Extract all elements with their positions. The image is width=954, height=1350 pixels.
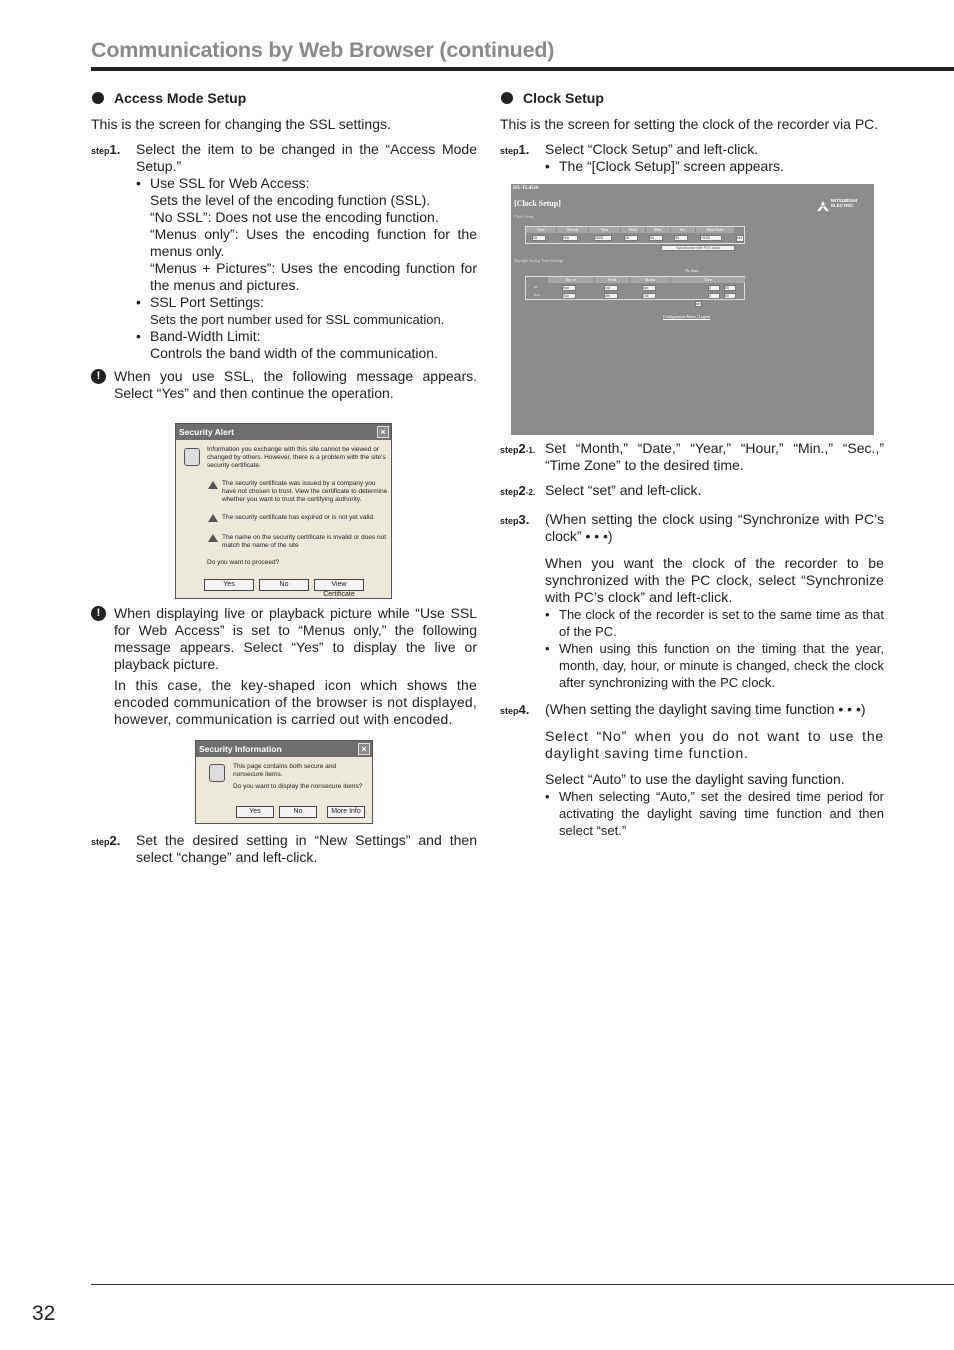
caution-icon: ! [91, 369, 106, 384]
step-1 [91, 141, 477, 362]
dst-options[interactable]: No Auto [685, 268, 699, 273]
step-2: step2. Set the desired setting in “New Settings” and then select “change” and left-click. [91, 832, 477, 865]
step-label: step2. [91, 833, 121, 848]
access-mode-heading [91, 88, 477, 108]
clock-setup-intro: This is the screen for setting the clock of the recorder via PC. [500, 116, 879, 132]
access-mode-intro: This is the screen for changing the SSL settings. [91, 116, 391, 132]
dst-grid: Day of Week Month Time St. End Sun 1st Apr 2 00 Sun 4th Oct 3 00 [525, 276, 745, 300]
month-select[interactable]: Feb [562, 235, 578, 241]
no-button[interactable]: No [279, 806, 317, 818]
screen-title: [Clock Setup] [514, 199, 561, 208]
list-item: • When using this function on the timing that the year, month, day, hour, or minute is changed, check the clock after synchronizing with the PC clock. [545, 641, 884, 690]
step-label: step2-1. [500, 441, 536, 456]
caution-icon: ! [91, 606, 106, 621]
dst-end-min[interactable]: 00 [724, 293, 736, 299]
page-title: Communications by Web Browser (continued) [91, 38, 555, 62]
synchronize-button[interactable]: Synchronize with PC's clock [661, 245, 735, 251]
step-label: step4. [500, 702, 530, 717]
clock-setup-screenshot: DX-TL4516 MITSUBISHI ELECTRIC [Clock Setup] Clock Setup Date Month Year Hour Min. Sec. Time Zone 15 Feb 2008 16 44 35 +9:00 set Synchronize with PC's clock Daylight Saving Time Settings No Auto Day of Week Month Time St. End Sun 1st Apr 2 00 Sun 4th Oct 3 00 set Configuration Menu | Logout [511, 184, 874, 435]
date-select[interactable]: 15 [532, 235, 546, 241]
step-label: step1. [91, 142, 121, 157]
step-label: step3. [500, 512, 530, 527]
dst-end-month[interactable]: Oct [642, 293, 656, 299]
footer-rule [91, 1284, 954, 1285]
dst-set-button[interactable]: set [696, 302, 701, 306]
warning-icon [208, 481, 218, 489]
security-information-dialog: Security Information × This page contains both secure and nonsecure items. Do you want to display the nonsecure items? Yes No More Info [195, 740, 373, 824]
min-select[interactable]: 44 [649, 235, 663, 241]
list-item: • Use SSL for Web Access: Sets the level of the encoding function (SSL). “No SSL”: Does not use the encoding function. “Menus only”: Uses the encoding function for the menus only. “Menus + Pictures”: Uses the encoding function for the menus and pictures. [136, 175, 477, 293]
note-detail: In this case, the key-shaped icon which shows the encoded communication of the browser is not displayed, however, communication is carried out with encoded. [114, 677, 477, 727]
section-bullet-icon [501, 92, 513, 104]
access-mode-section [91, 88, 477, 402]
clock-setup-heading [500, 88, 884, 108]
dst-end-week[interactable]: 4th [604, 293, 618, 299]
clock-steps [500, 440, 884, 839]
dst-start-hour[interactable]: 2 [708, 285, 720, 291]
set-button[interactable]: set [736, 235, 744, 242]
sec-select[interactable]: 35 [674, 235, 688, 241]
warning-icon [208, 534, 218, 542]
step-3: step3. (When setting the clock using “Synchronize with PC’s clock” • • •) When you want the clock of the recorder to be synchronized with the PC clock, select “Synchronize with PC’s clock” and left-click. • The clock of the recorder is set to the same time as that of the PC. • When using this function on the timing that the year, month, day, hour, or minute is changed, check the clock after synchronizing with the PC clock. [500, 511, 884, 690]
warning-icon [208, 514, 218, 522]
mitsubishi-logo [817, 198, 829, 208]
step-label: step1. [500, 142, 530, 157]
view-certificate-button[interactable]: View Certificate [314, 579, 364, 591]
yes-button[interactable]: Yes [204, 579, 254, 591]
note-ssl: ! When you use SSL, the following message appears. Select “Yes” and then continue the operation. [91, 368, 477, 402]
heading-text: Access Mode Setup [114, 90, 247, 106]
list-item: • The clock of the recorder is set to the same time as that of the PC. [545, 607, 884, 639]
security-alert-dialog: Security Alert × Information you exchange with this site cannot be viewed or changed by others. However, there is a problem with the site's security certificate. The security certificate was issued by a company you have not chosen to trust. View the certificate to determine whether you want to trust the certifying authority. The security certificate has expired or is not yet valid. The name on the security certificate is invalid or does not match the name of the site Do you want to proceed? Yes No View Certificate [175, 423, 392, 599]
hour-select[interactable]: 16 [624, 235, 638, 241]
timezone-select[interactable]: +9:00 [700, 235, 722, 241]
left-lower [91, 605, 477, 728]
list-item: • The “[Clock Setup]” screen appears. [545, 158, 784, 174]
dst-start-min[interactable]: 00 [724, 285, 736, 291]
step-1: step1. Select “Clock Setup” and left-click. • The “[Clock Setup]” screen appears. [500, 141, 884, 175]
list-item: • Band-Width Limit: Controls the band width of the communication. [136, 328, 438, 361]
note-menus-only: ! When displaying live or playback picture while “Use SSL for Web Access” is set to “Menus only,” the following message appears. Select “Yes” to display the live or playback picture. [91, 605, 477, 673]
year-select[interactable]: 2008 [594, 235, 612, 241]
lock-icon [209, 764, 225, 782]
more-info-button[interactable]: More Info [327, 806, 365, 818]
dst-start-day[interactable]: Sun [562, 285, 576, 291]
yes-button[interactable]: Yes [236, 806, 274, 818]
configuration-menu-link[interactable]: Configuration Menu | Logout [663, 314, 711, 319]
page-number: 32 [32, 1302, 56, 1325]
dialog-titlebar: Security Alert × [176, 424, 391, 440]
list-item: • When selecting “Auto,” set the desired time period for activating the daylight saving time function and then select “set.” [545, 789, 884, 838]
step-text: Select the item to be changed in the “Access Mode Setup.” [136, 141, 477, 174]
step-label: step2-2. [500, 483, 536, 498]
step-2-1: step2-1. Set “Month,” “Date,” “Year,” “Hour,” “Min.,” “Sec.,” “Time Zone” to the desired time. [500, 440, 884, 473]
title-rule [91, 67, 954, 71]
step-4: step4. (When setting the daylight saving time function • • •) Select “No” when you do not want to use the daylight saving time function. Select “Auto” to use the daylight saving function. • When selecting “Auto,” set the desired time period for activating the daylight saving time function and then select “set.” [500, 701, 884, 838]
list-item: • SSL Port Settings: Sets the port number used for SSL communication. [136, 294, 445, 327]
dialog-titlebar: Security Information × [196, 741, 372, 757]
dst-end-day[interactable]: Sun [562, 293, 576, 299]
no-button[interactable]: No [259, 579, 309, 591]
clock-setup-section [500, 88, 884, 175]
close-icon[interactable]: × [358, 743, 370, 755]
dst-end-hour[interactable]: 3 [708, 293, 720, 299]
left-step-2-wrap [91, 832, 477, 866]
clock-grid: Date Month Year Hour Min. Sec. Time Zone 15 Feb 2008 16 44 35 +9:00 set [525, 226, 745, 244]
close-icon[interactable]: × [377, 426, 389, 438]
dst-start-week[interactable]: 1st [604, 285, 618, 291]
step-2-2: step2-2. Select “set” and left-click. [500, 482, 884, 501]
section-bullet-icon [92, 92, 104, 104]
heading-text: Clock Setup [523, 90, 604, 106]
dst-start-month[interactable]: Apr [642, 285, 656, 291]
lock-icon [184, 448, 200, 466]
